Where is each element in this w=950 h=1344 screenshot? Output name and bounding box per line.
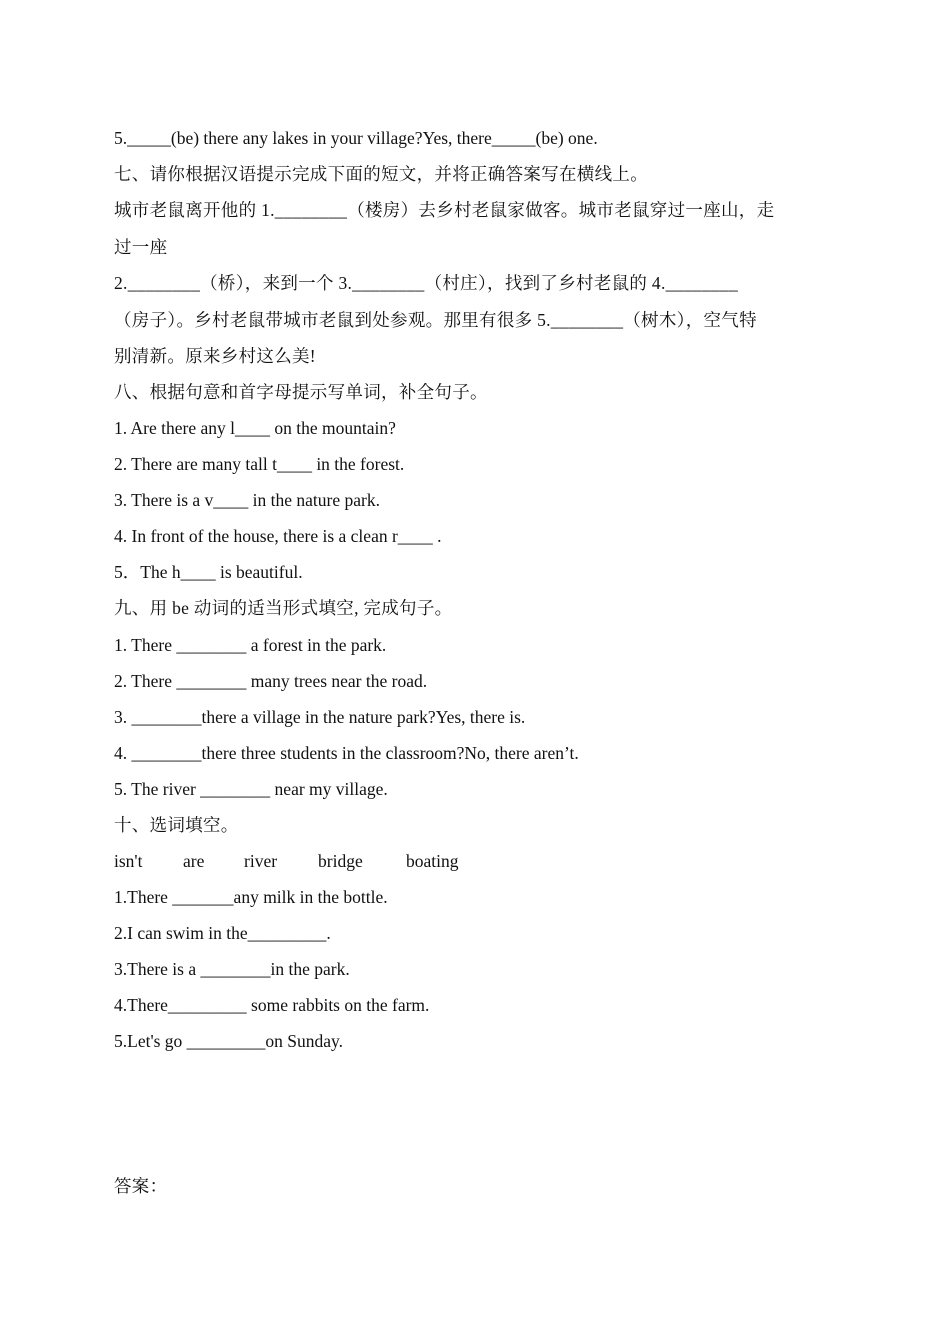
section-9-item: 2. There ________ many trees near the road. [114,671,428,691]
section-7-passage-line: 2.________（桥），来到一个 3.________（村庄），找到了乡村老鼠的 4.________ [114,273,739,293]
section-7-passage-line: 过一座 [114,237,168,257]
section-7-passage-line: 城市老鼠离开他的 1.________（楼房）去乡村老鼠家做客。城市老鼠穿过一座山，走 [114,200,775,220]
section-9-heading: 九、用 be 动词的适当形式填空, 完成句子。 [114,598,453,618]
section-10-item: 2.I can swim in the_________. [114,923,331,943]
section-9-item: 1. There ________ a forest in the park. [114,635,387,655]
answer-label: 答案： [114,1176,168,1196]
word-bank-word: are [183,851,205,871]
section-9-item: 5. The river ________ near my village. [114,779,388,799]
section-8-item: 5．The h____ is beautiful. [114,562,303,582]
section-8-item: 3. There is a v____ in the nature park. [114,490,380,510]
section-7-passage-line: （房子）。乡村老鼠带城市老鼠到处参观。那里有很多 5.________（树木），空气特 [114,310,757,330]
section-8-item: 4. In front of the house, there is a clean r____ . [114,526,442,546]
section-10-heading: 十、选词填空。 [114,815,239,835]
word-bank-word: bridge [318,851,363,871]
section-10-item: 1.There _______any milk in the bottle. [114,887,388,907]
question-6-item-5: 5._____(be) there any lakes in your village?Yes, there_____(be) one. [114,128,598,148]
section-10-item: 5.Let's go _________on Sunday. [114,1031,344,1051]
section-8-item: 2. There are many tall t____ in the forest. [114,454,405,474]
section-10-item: 3.There is a ________in the park. [114,959,350,979]
section-7-heading: 七、请你根据汉语提示完成下面的短文，并将正确答案写在横线上。 [114,164,648,184]
word-bank-word: boating [406,851,459,871]
word-bank-word: river [244,851,278,871]
section-7-passage-line: 别清新。原来乡村这么美! [114,346,316,366]
section-10-item: 4.There_________ some rabbits on the farm. [114,995,430,1015]
section-8-item: 1. Are there any l____ on the mountain? [114,418,396,438]
section-8-heading: 八、根据句意和首字母提示写单词，补全句子。 [114,382,488,402]
section-9-item: 4. ________there three students in the classroom?No, there aren’t. [114,743,579,763]
section-9-item: 3. ________there a village in the nature park?Yes, there is. [114,707,526,727]
word-bank-word: isn't [114,851,143,871]
